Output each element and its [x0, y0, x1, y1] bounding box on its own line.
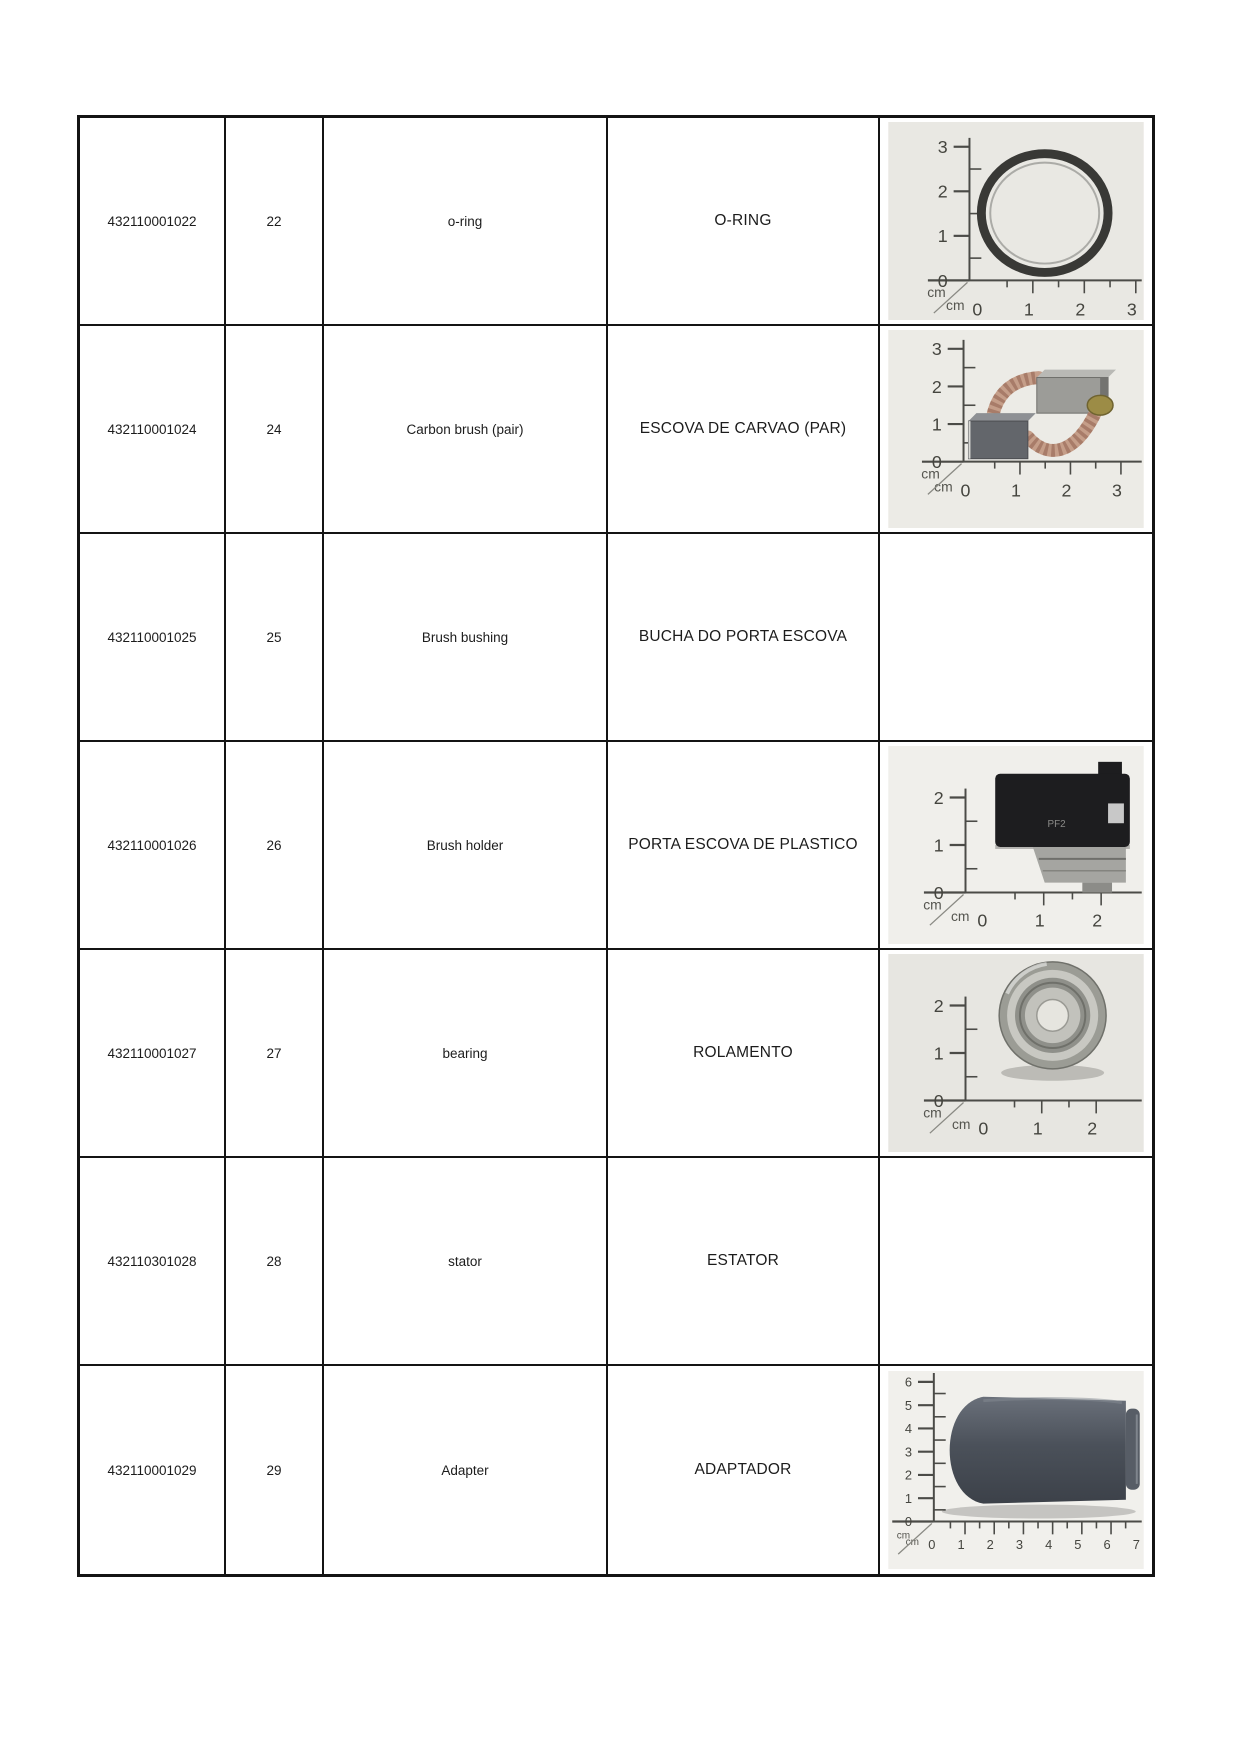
part-index: 26 [266, 837, 282, 853]
table-row [80, 326, 1152, 534]
description-en-cell [324, 1158, 608, 1364]
table-row [80, 1158, 1152, 1366]
part-number: 432110001024 [107, 421, 197, 437]
svg-text:2: 2 [931, 376, 942, 397]
svg-text:2: 2 [904, 1467, 913, 1483]
index-cell [226, 950, 324, 1156]
svg-text:1: 1 [933, 1043, 944, 1064]
part-index: 24 [266, 421, 282, 437]
part-index: 28 [266, 1253, 282, 1269]
description-en: Adapter [441, 1462, 489, 1478]
description-en: stator [448, 1253, 482, 1269]
svg-text:1: 1 [1011, 480, 1021, 501]
description-pt: ESCOVA DE CARVAO (PAR) [639, 420, 847, 437]
svg-text:0: 0 [931, 452, 942, 473]
index-cell [226, 534, 324, 740]
part-photo [888, 746, 1144, 944]
description-pt-cell [608, 326, 880, 532]
part-number: 432110001026 [107, 837, 197, 853]
part-index: 27 [266, 1045, 282, 1061]
part-photo [888, 330, 1144, 528]
description-en: Brush bushing [421, 629, 509, 645]
svg-text:3: 3 [904, 1444, 913, 1460]
svg-text:0: 0 [977, 910, 988, 931]
description-en-cell [324, 534, 608, 740]
svg-text:4: 4 [904, 1421, 913, 1437]
description-en-cell [324, 118, 608, 324]
svg-text:cm: cm [946, 297, 965, 314]
svg-text:3: 3 [937, 137, 948, 158]
svg-text:1: 1 [937, 226, 948, 247]
part-number-cell [80, 326, 226, 532]
svg-text:0: 0 [978, 1118, 989, 1139]
part-number-cell [80, 742, 226, 948]
description-en-cell [324, 326, 608, 532]
description-pt-cell [608, 1366, 880, 1574]
svg-text:cm: cm [905, 1537, 919, 1549]
svg-text:1: 1 [1032, 1118, 1043, 1139]
svg-text:3: 3 [931, 339, 942, 360]
part-number: 432110001027 [107, 1045, 197, 1061]
table-row [80, 534, 1152, 742]
description-pt: ESTATOR [706, 1252, 780, 1269]
svg-text:cm: cm [921, 465, 940, 482]
part-photo-cell-empty [880, 534, 1152, 740]
parts-table [77, 115, 1155, 1577]
svg-text:2: 2 [986, 1537, 994, 1553]
part-photo-cell [880, 742, 1152, 948]
description-pt: PORTA ESCOVA DE PLASTICO [628, 836, 858, 853]
svg-text:cm: cm [951, 1116, 971, 1133]
part-index: 25 [266, 629, 282, 645]
svg-text:0: 0 [937, 270, 948, 291]
description-pt-cell [608, 742, 880, 948]
svg-text:0: 0 [933, 1090, 944, 1111]
svg-text:2: 2 [937, 181, 948, 202]
table-row [80, 1366, 1152, 1574]
index-cell [226, 1158, 324, 1364]
description-pt: O-RING [714, 212, 772, 229]
svg-text:cm: cm [896, 1530, 911, 1542]
svg-text:6: 6 [904, 1374, 913, 1390]
svg-text:7: 7 [1132, 1537, 1140, 1553]
svg-text:0: 0 [933, 882, 944, 903]
svg-text:6: 6 [1103, 1537, 1111, 1553]
description-en: o-ring [447, 213, 483, 229]
table-row [80, 950, 1152, 1158]
svg-text:1: 1 [904, 1490, 913, 1506]
part-number: 432110001022 [107, 213, 197, 229]
part-photo-cell [880, 326, 1152, 532]
svg-text:3: 3 [1126, 299, 1137, 320]
part-number: 432110301028 [107, 1253, 197, 1269]
description-pt: ADAPTADOR [694, 1461, 792, 1478]
svg-text:cm: cm [927, 284, 946, 301]
description-pt-cell [608, 534, 880, 740]
part-photo-cell-empty [880, 1158, 1152, 1364]
description-en: bearing [442, 1045, 488, 1061]
description-pt-cell [608, 950, 880, 1156]
svg-text:0: 0 [904, 1514, 913, 1530]
svg-text:1: 1 [957, 1537, 965, 1553]
table-row [80, 118, 1152, 326]
svg-text:0: 0 [960, 480, 971, 501]
svg-text:cm: cm [934, 478, 953, 495]
part-number-cell [80, 950, 226, 1156]
svg-text:1: 1 [933, 835, 944, 856]
svg-text:2: 2 [1061, 480, 1072, 501]
part-photo-cell [880, 950, 1152, 1156]
description-pt: BUCHA DO PORTA ESCOVA [638, 628, 848, 645]
description-en: Carbon brush (pair) [406, 421, 524, 437]
svg-text:2: 2 [933, 787, 944, 808]
description-en-cell [324, 1366, 608, 1574]
part-photo [888, 954, 1144, 1152]
part-photo [888, 122, 1144, 320]
svg-text:5: 5 [1074, 1537, 1082, 1553]
svg-text:2: 2 [933, 995, 944, 1016]
index-cell [226, 118, 324, 324]
svg-text:1: 1 [1023, 299, 1034, 320]
svg-text:cm: cm [950, 908, 970, 925]
svg-text:1: 1 [1034, 910, 1045, 931]
svg-text:0: 0 [928, 1537, 936, 1553]
description-pt-cell [608, 1158, 880, 1364]
svg-text:2: 2 [1092, 910, 1103, 931]
part-photo-cell [880, 1366, 1152, 1574]
index-cell [226, 742, 324, 948]
index-cell [226, 1366, 324, 1574]
part-photo [888, 1371, 1144, 1569]
part-number-cell [80, 118, 226, 324]
index-cell [226, 326, 324, 532]
svg-text:0: 0 [972, 299, 983, 320]
description-pt-cell [608, 118, 880, 324]
part-index: 22 [266, 213, 282, 229]
svg-text:cm: cm [923, 1104, 942, 1121]
svg-text:3: 3 [1015, 1537, 1024, 1553]
svg-text:3: 3 [1112, 480, 1122, 501]
part-number: 432110001025 [107, 629, 197, 645]
description-en-cell [324, 742, 608, 948]
part-photo-cell [880, 118, 1152, 324]
description-en: Brush holder [426, 837, 504, 853]
svg-text:PF2: PF2 [1047, 819, 1066, 831]
part-index: 29 [266, 1462, 282, 1478]
part-number-cell [80, 534, 226, 740]
svg-text:4: 4 [1045, 1537, 1053, 1553]
part-number-cell [80, 1366, 226, 1574]
description-pt: ROLAMENTO [693, 1044, 793, 1061]
svg-text:5: 5 [904, 1397, 913, 1413]
description-en-cell [324, 950, 608, 1156]
svg-text:1: 1 [931, 414, 942, 435]
part-number: 432110001029 [107, 1462, 197, 1478]
svg-text:cm: cm [923, 896, 942, 913]
table-row [80, 742, 1152, 950]
part-number-cell [80, 1158, 226, 1364]
svg-text:2: 2 [1087, 1118, 1098, 1139]
svg-text:2: 2 [1075, 299, 1086, 320]
